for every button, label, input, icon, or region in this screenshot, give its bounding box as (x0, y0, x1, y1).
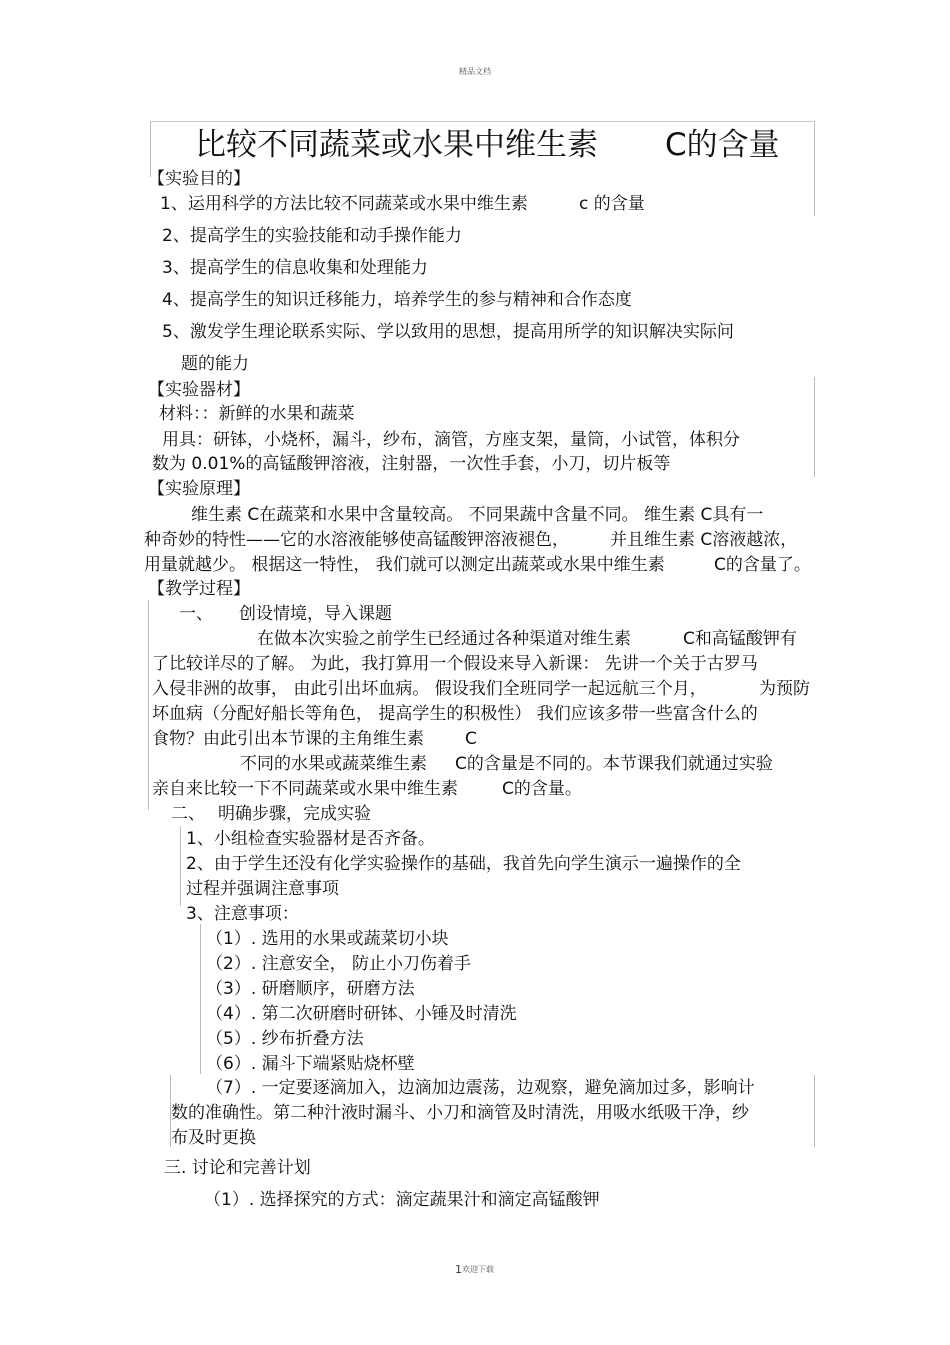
page-header: 精品文档 (459, 67, 491, 76)
principle-line: 维生素 C在蔬菜和水果中含量较高。 不同果蔬中含量不同。 维生素 C具有一 (191, 505, 764, 525)
materials-line: 材料：：新鲜的水果和蔬菜 (159, 404, 355, 424)
note-item: （1）. 选用的水果或蔬菜切小块 (206, 929, 449, 949)
purpose-item-5-cont: 题的能力 (181, 354, 249, 374)
experiment-step: 3、注意事项： (186, 904, 299, 924)
principle-line: 种奇妙的特性——它的水溶液能够使高锰酸钾溶液褪色， (144, 530, 569, 550)
process-step-1-num: 一、 (179, 604, 213, 624)
process-paragraph: 坏血病（分配好船长等角色， 提高学生的积极性） 我们应该多带一些富含什么的 (152, 704, 758, 724)
purpose-item-3: 3、提高学生的信息收集和处理能力 (162, 258, 428, 278)
table-line (814, 121, 815, 216)
table-line (148, 600, 149, 810)
note-item: （5）. 纱布折叠方法 (206, 1029, 364, 1049)
process-step-2-num: 二、 (171, 804, 205, 824)
discussion-item: （1）. 选择探究的方式：滴定蔬果汁和滴定高锰酸钾 (204, 1190, 600, 1210)
tools-line-cont: 数为 0.01%的高锰酸钾溶液，注射器，一次性手套，小刀，切片板等 (152, 454, 671, 474)
process-paragraph: C (465, 729, 477, 749)
process-paragraph: 入侵非洲的故事， 由此引出坏血病。 假设我们全班同学一起远航三个月， (152, 679, 707, 699)
process-step-3-title: 三. 讨论和完善计划 (164, 1158, 311, 1178)
process-paragraph: 在做本次实验之前学生已经通过各种渠道对维生素 (257, 629, 631, 649)
table-line (814, 377, 815, 477)
process-paragraph: C和高锰酸钾有 (683, 629, 797, 649)
section-purpose: 【实验目的】 (148, 169, 250, 189)
section-process: 【教学过程】 (148, 579, 250, 599)
principle-line: C的含量了。 (714, 555, 811, 575)
doc-title: 比较不同蔬菜或水果中维生素 (195, 127, 598, 163)
note-item: （3）. 研磨顺序，研磨方法 (206, 979, 415, 999)
purpose-item-5: 5、激发学生理论联系实际、学以致用的思想，提高用所学的知识解决实际问 (162, 322, 734, 342)
table-line (200, 924, 201, 1074)
process-step-1-title: 创设情境，导入课题 (239, 604, 392, 624)
section-materials: 【实验器材】 (148, 380, 250, 400)
experiment-step-cont: 过程并强调注意事项 (186, 879, 339, 899)
page-number: 1 (455, 1263, 462, 1276)
note-item: （4）. 第二次研磨时研钵、小锤及时清洗 (206, 1004, 517, 1024)
principle-line: 用量就越少。 根据这一特性， 我们就可以测定出蔬菜或水果中维生素 (144, 555, 665, 575)
process-paragraph: C的含量。 (502, 779, 582, 799)
experiment-step: 2、由于学生还没有化学实验操作的基础，我首先向学生演示一遍操作的全 (186, 854, 741, 874)
table-line (180, 826, 181, 906)
experiment-step: 1、小组检查实验器材是否齐备。 (186, 829, 435, 849)
process-paragraph: 了比较详尽的了解。 为此，我打算用一个假设来导入新课： 先讲一个关于古罗马 (152, 654, 758, 674)
note-item-7-cont: 布及时更换 (171, 1128, 256, 1148)
note-item-7: （7）. 一定要逐滴加入，边滴加边震荡，边观察，避免滴加过多，影响计 (206, 1078, 755, 1098)
note-item: （6）. 漏斗下端紧贴烧杯壁 (206, 1054, 415, 1074)
purpose-item-1-tail: c 的含量 (579, 194, 645, 214)
process-paragraph: C的含量是不同的。本节课我们就通过实验 (455, 754, 773, 774)
principle-line: 并且维生素 C溶液越浓， (610, 530, 798, 550)
tools-line: 用具：研钵，小烧杯，漏斗，纱布，滴管，方座支架，量筒，小试管，体积分 (162, 430, 740, 450)
process-paragraph: 为预防 (759, 679, 810, 699)
note-item-7-cont: 数的准确性。第二种汁液时漏斗、小刀和滴管及时清洗，用吸水纸吸干净，纱 (171, 1103, 749, 1123)
doc-title-suffix: C的含量 (665, 127, 780, 163)
process-step-2-title: 明确步骤，完成实验 (218, 804, 371, 824)
process-paragraph: 食物？由此引出本节课的主角维生素 (152, 729, 424, 749)
section-principle: 【实验原理】 (148, 479, 250, 499)
purpose-item-4: 4、提高学生的知识迁移能力，培养学生的参与精神和合作态度 (162, 290, 632, 310)
purpose-item-2: 2、提高学生的实验技能和动手操作能力 (162, 226, 462, 246)
page-footer: 欢迎下载 (462, 1265, 494, 1274)
table-line (814, 1075, 815, 1147)
table-line (150, 121, 814, 122)
process-paragraph: 不同的水果或蔬菜维生素 (240, 754, 427, 774)
purpose-item-1: 1、运用科学的方法比较不同蔬菜或水果中维生素 (160, 194, 528, 214)
process-paragraph: 亲自来比较一下不同蔬菜或水果中维生素 (152, 779, 458, 799)
note-item: （2）. 注意安全， 防止小刀伤着手 (206, 954, 472, 974)
